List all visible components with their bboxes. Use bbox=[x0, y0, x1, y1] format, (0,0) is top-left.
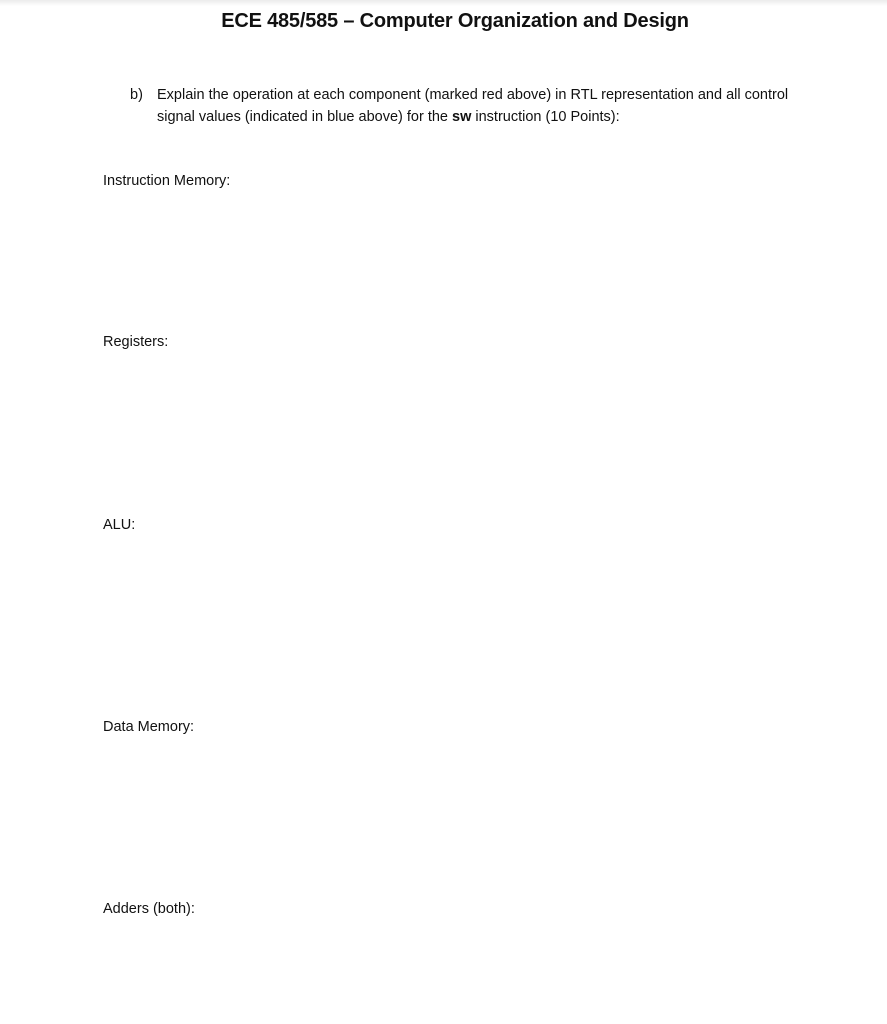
section-label-alu: ALU: bbox=[103, 517, 136, 533]
page-top-edge bbox=[0, 0, 887, 6]
question-marker: b) bbox=[130, 87, 143, 103]
question-text-before: Explain the operation at each component (marked red above) in RTL representation and all control signal values (indicated in blue above) for the bbox=[157, 87, 789, 125]
question-text bbox=[157, 84, 807, 128]
section-label-data-memory: Data Memory: bbox=[103, 719, 195, 735]
section-label-adders: Adders (both): bbox=[103, 901, 195, 917]
section-label-registers: Registers: bbox=[103, 334, 169, 350]
page-title: ECE 485/585 – Computer Organization and Design bbox=[221, 10, 689, 32]
section-label-instruction-memory: Instruction Memory: bbox=[103, 173, 231, 189]
question-bold-word: sw bbox=[452, 109, 472, 125]
question-text-after: instruction (10 Points): bbox=[471, 109, 620, 125]
